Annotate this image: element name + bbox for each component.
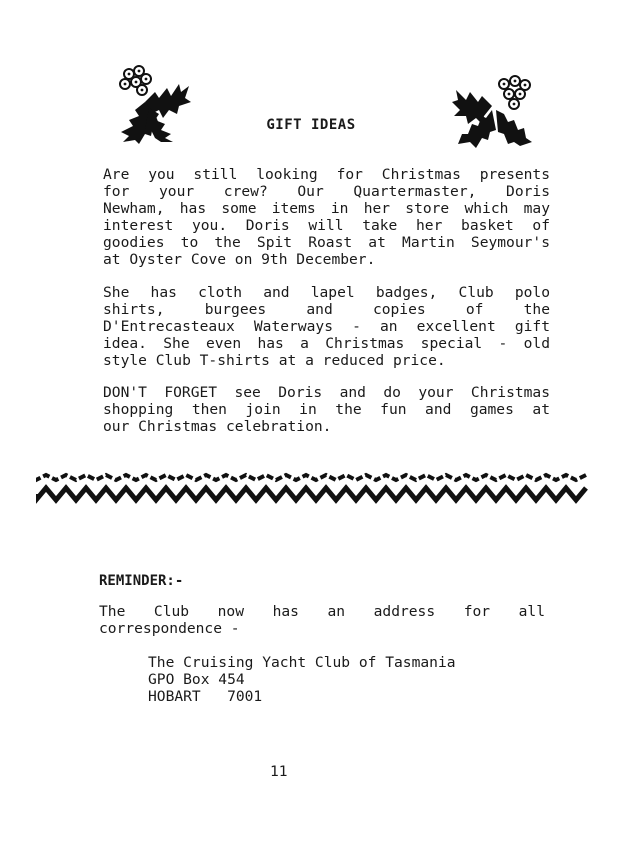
text-line: idea. She even has a Christmas special - old (103, 335, 550, 352)
text-line: our Christmas celebration. (103, 418, 332, 435)
postal-address (148, 654, 456, 705)
address-line: GPO Box 454 (148, 671, 245, 688)
text-line: Newham, has some items in her store which may (103, 200, 550, 217)
address-line: HOBART 7001 (148, 688, 263, 705)
ric-rac-border (36, 470, 592, 506)
text-line: at Oyster Cove on 9th December. (103, 251, 376, 268)
text-line: DON'T FORGET see Doris and do your Christmas (103, 384, 550, 401)
address-line: The Cruising Yacht Club of Tasmania (148, 654, 456, 671)
reminder-text (99, 603, 545, 637)
page-number: 11 (270, 763, 288, 780)
text-line: shopping then join in the fun and games at (103, 401, 550, 418)
holly-icon (452, 70, 536, 148)
paragraph-gift-intro (103, 166, 550, 268)
text-line: goodies to the Spit Roast at Martin Seymour's (103, 234, 550, 251)
reminder-heading: REMINDER:- (99, 573, 184, 589)
paragraph-dont-forget (103, 384, 550, 435)
text-line: Are you still looking for Christmas presents (103, 166, 550, 183)
text-line: interest you. Doris will take her basket of (103, 217, 550, 234)
text-line: for your crew? Our Quartermaster, Doris (103, 183, 550, 200)
text-line: shirts, burgees and copies of the (103, 301, 550, 318)
text-line: correspondence - (99, 620, 240, 637)
page-title: GIFT IDEAS (266, 117, 356, 133)
text-line: style Club T-shirts at a reduced price. (103, 352, 446, 369)
text-line: She has cloth and lapel badges, Club polo (103, 284, 550, 301)
text-line: D'Entrecasteaux Waterways - an excellent gift (103, 318, 550, 335)
text-line: The Club now has an address for all (99, 603, 545, 620)
paragraph-items (103, 284, 550, 369)
